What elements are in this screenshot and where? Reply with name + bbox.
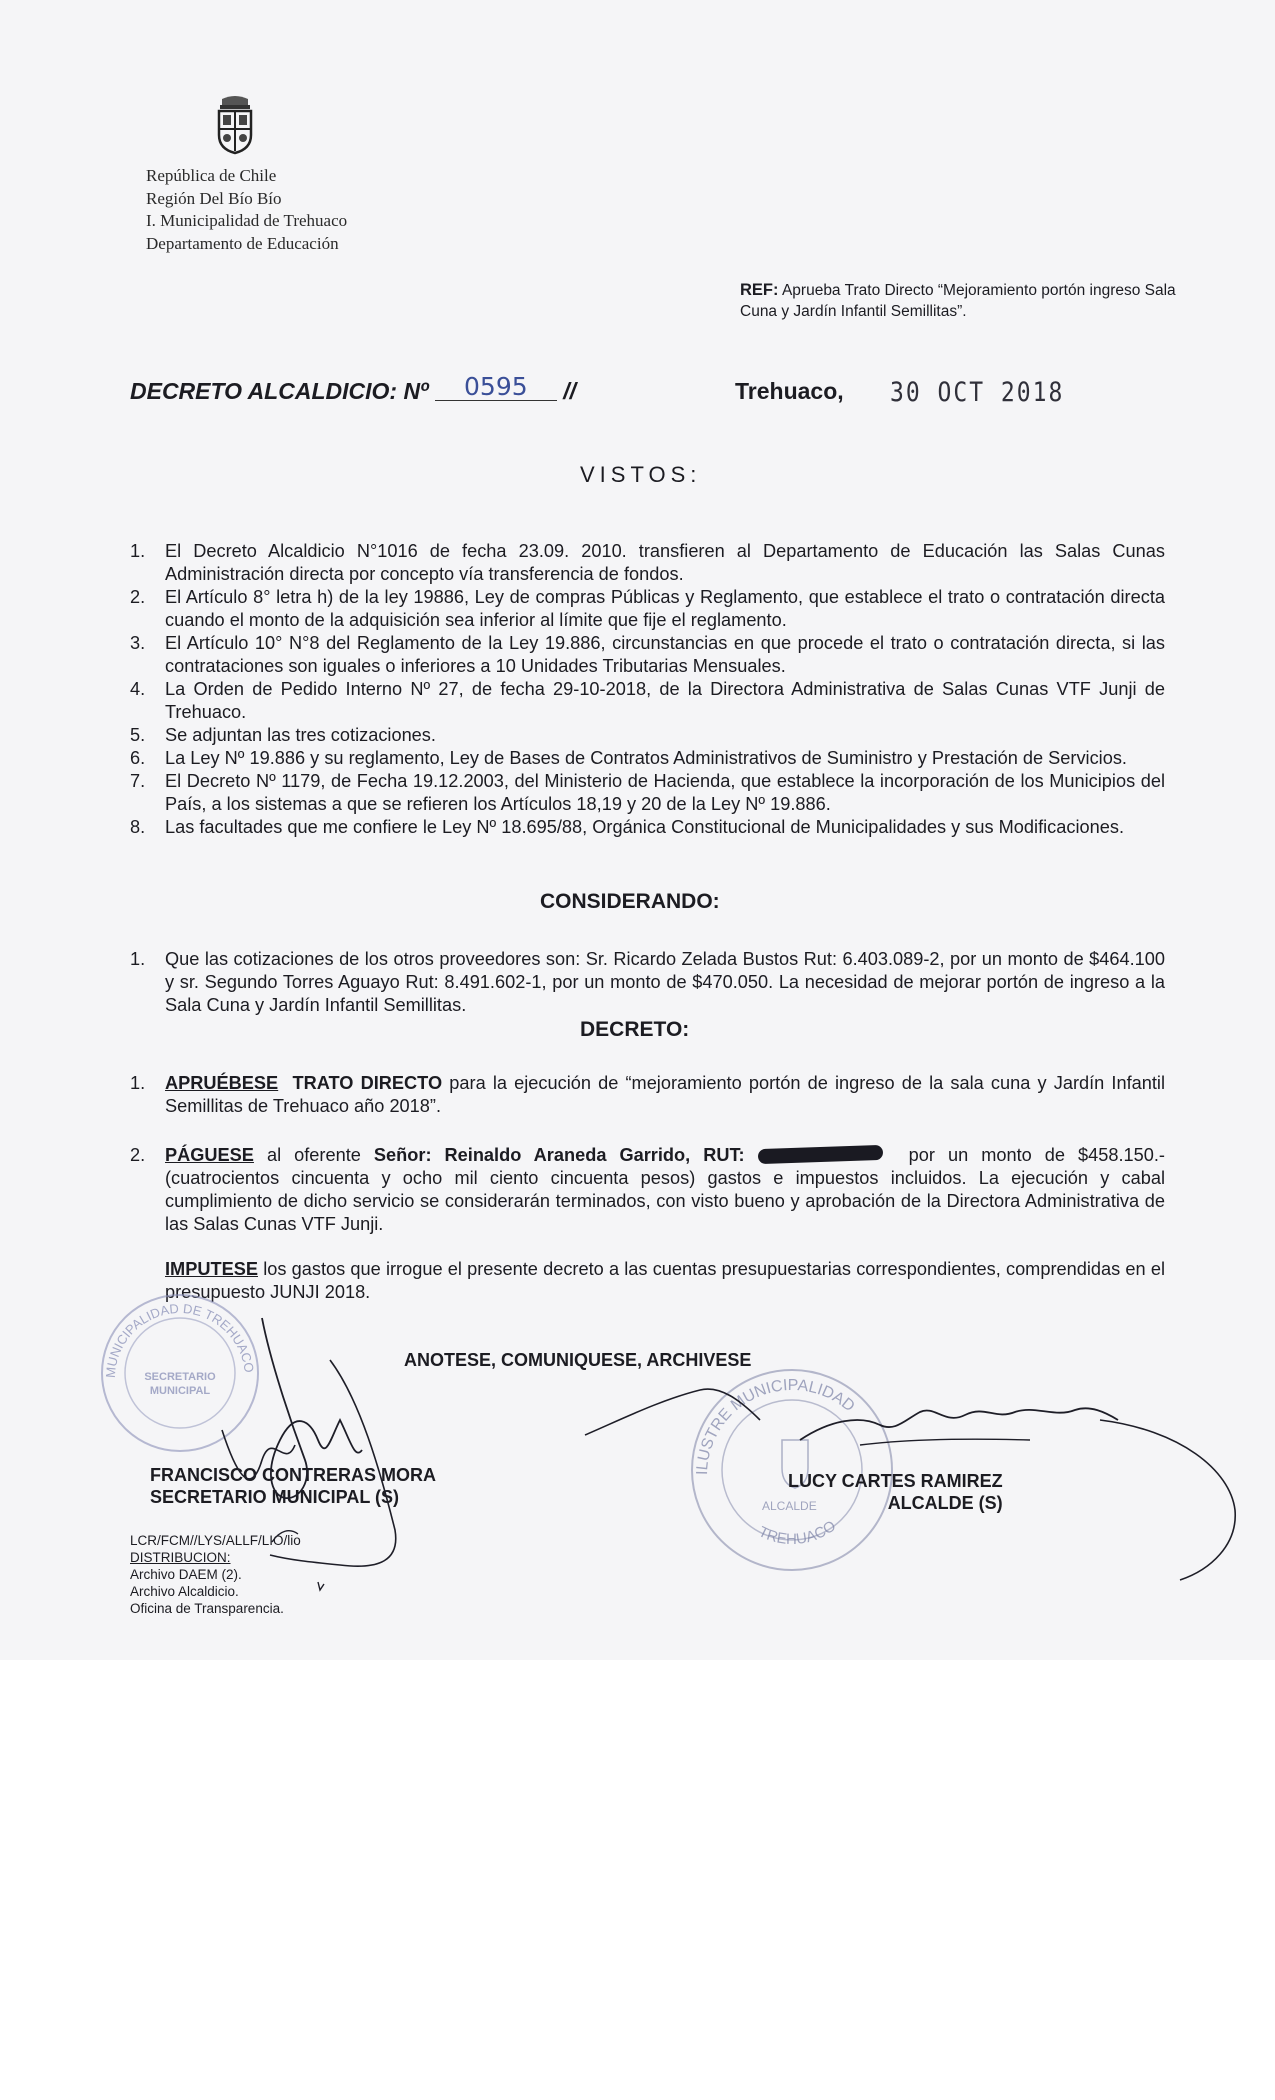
distribution-line: Archivo DAEM (2). — [130, 1567, 242, 1582]
item-number: 7. — [130, 771, 146, 791]
item-text: para la ejecución de “mejoramiento portón de ingreso de la sala cuna y Jardín Infantil Semillitas de Trehuaco año 2018”. — [165, 1073, 1166, 1116]
date-stamp: 30 OCT 2018 — [890, 378, 1065, 408]
distribution-footer — [130, 1532, 301, 1617]
distribution-label: DISTRIBUCION: — [130, 1550, 231, 1565]
decreto-heading: DECRETO: — [580, 1018, 690, 1041]
vistos-list — [130, 540, 1165, 839]
considerando-heading: CONSIDERANDO: — [540, 890, 720, 913]
item-bold: TRATO DIRECTO — [292, 1073, 443, 1093]
item-text: Se adjuntan las tres cotizaciones. — [165, 725, 436, 745]
considerando-list — [130, 948, 1165, 1017]
svg-text:TREHUACO — [756, 1517, 839, 1548]
list-item — [130, 586, 1165, 632]
list-item — [130, 678, 1165, 724]
item-keyword: APRUÉBESE — [165, 1073, 279, 1093]
list-item — [130, 632, 1165, 678]
item-text: El Artículo 10° N°8 del Reglamento de la Ley 19.886, circunstancias en que procede el trato o contratación directa, si las contrataciones son iguales o inferiores a 10 Unidades Tributarias Mensuales. — [165, 633, 1165, 676]
list-item — [130, 1072, 1165, 1118]
closing-formula: ANOTESE, COMUNIQUESE, ARCHIVESE — [404, 1350, 752, 1370]
secretary-seal-icon — [95, 1288, 265, 1458]
seal-inner-text: MUNICIPAL — [149, 1385, 211, 1397]
decreto-item-2 — [130, 1144, 1165, 1236]
signer-name: FRANCISCO CONTRERAS MORA — [150, 1465, 436, 1485]
decree-number: 0595 — [435, 374, 557, 401]
item-text: Que las cotizaciones de los otros proveedores son: Sr. Ricardo Zelada Bustos Rut: 6.403.089-2, por un monto de $464.100 y sr. Segundo Torres Aguayo Rut: 8.491.602-1, por un monto de $470.050. La necesidad de mejorar portón de ingreso a la Sala Cuna y Jardín Infantil Semillitas. — [165, 949, 1165, 1015]
distribution-line: Oficina de Transparencia. — [130, 1601, 284, 1616]
reference-label: REF: — [740, 281, 779, 299]
decree-suffix: // — [563, 378, 577, 404]
decree-title — [130, 372, 577, 405]
imputese-paragraph — [165, 1258, 1165, 1304]
item-number: 5. — [130, 725, 146, 745]
secretary-signature-block — [150, 1464, 436, 1508]
imputese-text: los gastos que irrogue el presente decreto a las cuentas presupuestarias correspondientes, comprendidas en el presupuesto JUNJI 2018. — [165, 1259, 1165, 1302]
header-line: República de Chile — [146, 166, 277, 185]
municipal-crest-icon — [214, 95, 256, 155]
item-number: 2. — [130, 587, 146, 607]
item-number: 4. — [130, 679, 146, 699]
item-text: El Decreto Alcaldicio N°1016 de fecha 23.09. 2010. transfieren al Departamento de Educación las Salas Cunas Administración directa por concepto vía transferencia de fondos. — [165, 541, 1165, 584]
item-text: El Artículo 8° letra h) de la ley 19886, Ley de compras Públicas y Reglamento, que establece el trato o contratación directa cuando el monto de la adquisición sea inferior al límite que fije el reglamento. — [165, 587, 1165, 630]
item-text: por un monto de $458.150.- (cuatrocientos cincuenta y ocho mil ciento cincuenta pesos) gastos e impuestos incluidos. La ejecución y cabal cumplimiento de dicho servicio se considerarán terminados, con visto bueno y aprobación de la Directora Administrativa de las Salas Cunas VTF Junji. — [165, 1145, 1165, 1234]
item-text: El Decreto Nº 1179, de Fecha 19.12.2003, del Ministerio de Hacienda, que establece la incorporación de los Municipios del País, a los sistemas a que se refieren los Artículos 18,19 y 20 de la Ley Nº 19.886. — [165, 771, 1165, 814]
header-line: Región Del Bío Bío — [146, 188, 282, 208]
vistos-heading: VISTOS: — [580, 462, 702, 487]
seal-inner-text: ALCALDE — [762, 1499, 817, 1513]
decree-place: Trehuaco, — [735, 378, 844, 404]
item-text: Las facultades que me confiere le Ley Nº 18.695/88, Orgánica Constitucional de Municipalidades y sus Modificaciones. — [165, 817, 1124, 837]
issuer-header — [146, 165, 347, 255]
list-item — [130, 747, 1165, 770]
list-item — [130, 816, 1165, 839]
header-line: Departamento de Educación — [146, 233, 339, 253]
item-keyword: PÁGUESE — [165, 1145, 254, 1165]
seal-bottom-text: TREHUACO — [755, 1517, 840, 1548]
footer-initials: LCR/FCM//LYS/ALLF/LIO/lio — [130, 1533, 301, 1548]
distribution-line: Archivo Alcaldicio. — [130, 1584, 239, 1599]
header-line: I. Municipalidad de Trehuaco — [146, 211, 348, 230]
signer-role: ALCALDE (S) — [887, 1493, 1003, 1513]
signer-name: LUCY CARTES RAMIREZ — [788, 1471, 1003, 1491]
svg-text:ILUSTRE MUNICIPALIDAD — [694, 1377, 858, 1475]
seal-inner-text: SECRETARIO — [144, 1371, 216, 1383]
imputese-keyword: IMPUTESE — [165, 1259, 258, 1279]
seal-ring-text: MUNICIPALIDAD DE TREHUACO — [102, 1300, 257, 1379]
item-number: 1. — [130, 949, 146, 969]
list-item — [130, 724, 1165, 747]
list-item — [130, 770, 1165, 816]
item-number: 1. — [130, 541, 146, 561]
reference-text: Aprueba Trato Directo “Mejoramiento portón ingreso Sala Cuna y Jardín Infantil Semillitas”. — [740, 282, 1176, 320]
item-bold: Señor: Reinaldo Araneda Garrido, RUT: — [373, 1145, 745, 1165]
item-text: La Ley Nº 19.886 y su reglamento, Ley de Bases de Contratos Administrativos de Suministro y Prestación de Servicios. — [165, 748, 1127, 768]
mayor-signature-block — [788, 1470, 1003, 1514]
list-item — [130, 1144, 1165, 1236]
decreto-item-1 — [130, 1072, 1165, 1118]
item-number: 8. — [130, 817, 146, 837]
item-number: 2. — [130, 1145, 146, 1165]
item-text: La Orden de Pedido Interno Nº 27, de fecha 29-10-2018, de la Directora Administrativa de Salas Cunas VTF Junji de Trehuaco. — [165, 679, 1165, 722]
item-number: 3. — [130, 633, 146, 653]
decree-title-label: DECRETO ALCALDICIO: Nº — [130, 378, 429, 404]
redaction-mark — [757, 1145, 882, 1164]
list-item — [130, 948, 1165, 1017]
item-number: 1. — [130, 1073, 146, 1093]
reference-block — [740, 280, 1190, 322]
item-number: 6. — [130, 748, 146, 768]
item-pre: al oferente — [266, 1145, 361, 1165]
seal-ring-text: ILUSTRE MUNICIPALIDAD — [693, 1376, 858, 1476]
signer-role: SECRETARIO MUNICIPAL (S) — [150, 1487, 400, 1507]
list-item — [130, 540, 1165, 586]
